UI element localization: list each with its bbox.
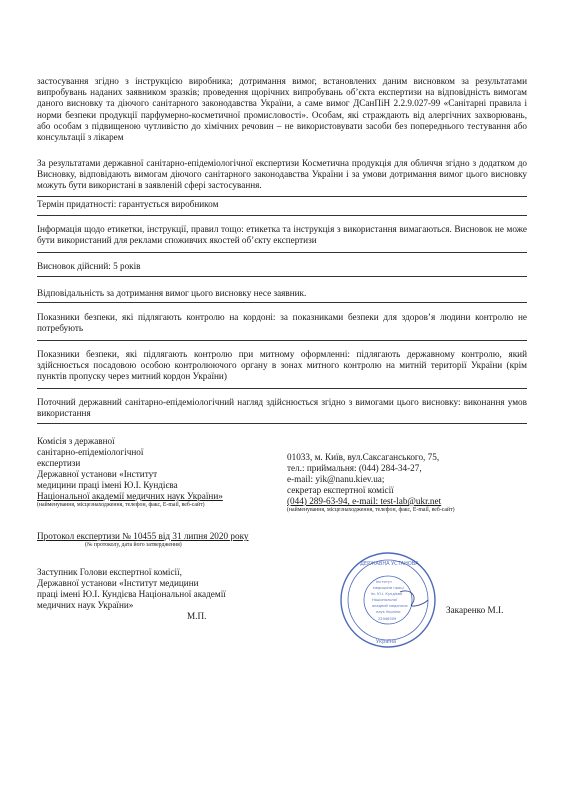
address-text: 01033, м. Київ, вул.Саксаганського, 75, xyxy=(287,452,440,462)
email-text: e-mail: yik@nanu.kiev.ua; xyxy=(287,474,385,484)
phone-text: тел.: приймальня: (044) 284-34-27, xyxy=(287,463,422,473)
commission-line: експертизи xyxy=(37,458,81,468)
application-conditions-paragraph: застосування згідно з інструкцією виробника; дотримання вимог, встановлених даним висновком за результатами випробувань наданих заявником зразків; проведення щорічних випробувань об’єкта експертизи на відповідність вимогам даного висновку та діючого санітарного законодавства України, а саме вимог ДСанПіН 2.2.9.027-99 «Санітарні правила і норми безпеки продукції парфумерно-косметичної промисловості». Особам, які страждають від алергічних захворювань, або особам з підвищеною чутливістю до хімічних речовин – не використовувати засоби без попереднього тестування або консультації з лікарем xyxy=(37,76,527,143)
secretary-contacts-text: (044) 289-63-94, e-mail: test-lab@ukr.net xyxy=(287,496,442,506)
svg-text:Україна: Україна xyxy=(376,639,397,645)
commission-line: Національної академії медичних наук України» xyxy=(37,491,223,501)
svg-text:ДЕРЖАВНА УСТАНОВА: ДЕРЖАВНА УСТАНОВА xyxy=(360,561,419,567)
signatory-line: праці імені Ю.І. Кундієва Національної академії xyxy=(37,589,226,599)
protocol-text: Протокол експертизи № 10455 від 31 липня 2020 року xyxy=(37,531,249,541)
commission-line: санітарно-епідеміологічної xyxy=(37,447,144,457)
contacts-caption: (найменування, місцезнаходження, телефон, факс, E-mail, веб-сайт) xyxy=(287,507,455,513)
mp-label: М.П. xyxy=(187,611,207,621)
commission-line: медицини праці імені Ю.І. Кундієва xyxy=(37,480,178,490)
border-control-text: Показники безпеки, які підлягають контролю на кордоні: за показниками безпеки для здоров’я людини контролю не потребують xyxy=(37,312,527,334)
svg-text:Інститут: Інститут xyxy=(376,580,393,584)
svg-text:Національної: Національної xyxy=(372,598,398,602)
commission-line: Державної установи «Інститут xyxy=(37,469,158,479)
signatory-name: Закаренко М.І. xyxy=(446,605,504,615)
separator-line xyxy=(37,276,527,277)
labeling-info-text: Інформація щодо етикетки, інструкції, правил тощо: етикетка та інструкція з використання вимагаються. Висновок не може бути використаний для реклами споживчих якостей об’єкту експертизи xyxy=(37,224,527,246)
protocol-block xyxy=(37,531,337,549)
svg-text:наук України: наук України xyxy=(376,610,401,614)
signatory-block xyxy=(37,567,337,611)
svg-text:ім. Ю.І. Кундієва: ім. Ю.І. Кундієва xyxy=(371,592,403,596)
separator-line xyxy=(37,388,527,389)
svg-text:академії медичних: академії медичних xyxy=(372,604,408,608)
separator-line xyxy=(37,340,527,341)
commission-line: Комісія з державної xyxy=(37,436,115,446)
separator-line xyxy=(37,196,527,197)
protocol-caption: (№ протоколу, дата його затвердження) xyxy=(85,542,182,548)
commission-block xyxy=(37,436,287,509)
separator-line xyxy=(37,252,527,253)
signatory-line: медичних наук України» xyxy=(37,600,134,610)
separator-line xyxy=(37,423,527,424)
customs-control-text: Показники безпеки, які підлягають контролю при митному оформленні: підлягають державному контролю, який здійснюється посадовою особою контролюючого органу в зонах митного контролю на митній території України (крім пунктів пропуску через митний кордон України) xyxy=(37,349,527,382)
contacts-block xyxy=(287,452,527,514)
shelf-life-text: Термін придатності: гарантується виробником xyxy=(37,199,219,209)
svg-text:медицини праці: медицини праці xyxy=(373,586,404,590)
commission-caption: (найменування, місцезнаходження, телефон, факс, E-mail, веб-сайт) xyxy=(37,502,205,508)
signatory-line: Заступник Голови експертної комісії, xyxy=(37,567,182,577)
responsibility-text: Відповідальність за дотримання вимог цього висновку несе заявник. xyxy=(37,288,307,298)
conclusion-paragraph: За результатами державної санітарно-епідеміологічної експертизи Косметична продукція для обличчя згідно з додатком до Висновку, відповідають вимогам діючого санітарного законодавства України і за умови дотримання вимог цього висновку можуть бути використані в заявленій сфері застосування. xyxy=(37,158,527,191)
separator-line xyxy=(37,215,527,216)
svg-text:22946309: 22946309 xyxy=(378,617,397,621)
validity-text: Висновок дійсний: 5 років xyxy=(37,261,141,271)
supervision-text: Поточний державний санітарно-епідеміологічний нагляд здійснюється згідно з вимогами цього висновку: виконання умов використання xyxy=(37,397,527,419)
official-stamp-seal xyxy=(338,550,438,650)
secretary-text: секретар експертної комісії xyxy=(287,485,394,495)
separator-line xyxy=(37,302,527,303)
signatory-line: Державної установи «Інститут медицини xyxy=(37,578,199,588)
